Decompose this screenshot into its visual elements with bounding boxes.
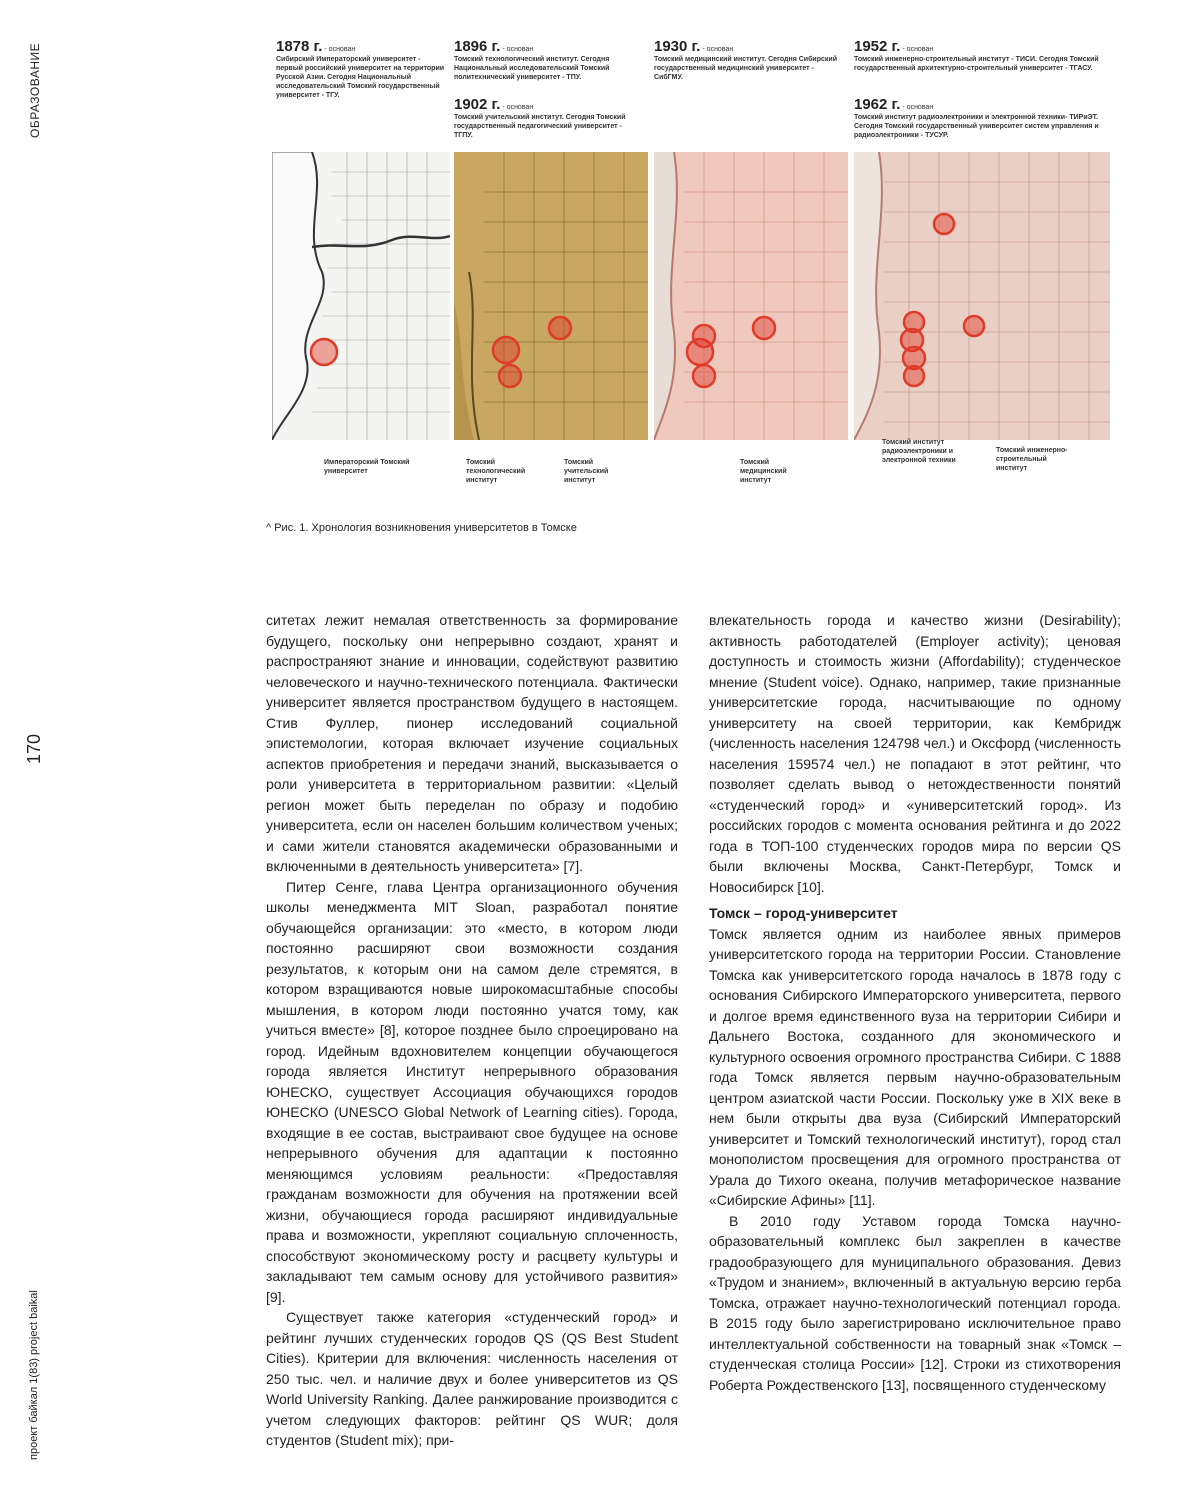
panel-text: Томский институт радиоэлектроники и электронной техники- ТИРиЭТ. Сегодня Томский государственный университет систем управления и радиоэлектроники - ТУСУР. — [854, 114, 1099, 139]
panel-text: Томский технологический институт. Сегодня Национальный исследовательский Томский политехнический университет - ТПУ. — [454, 56, 610, 81]
text-column-right — [709, 610, 1121, 1395]
label-radioelectronics-institute: Томский институт радиоэлектроники и электронной техники — [882, 439, 956, 464]
map-1878 — [272, 152, 450, 440]
label-imperial-university: Императорский Томский университет — [324, 459, 410, 475]
year-label: 1878 г. — [276, 38, 323, 55]
panel-text: Томский учительский институт. Сегодня Томский государственный педагогический университет - ТГПУ. — [454, 114, 626, 139]
panel-text: Томский медицинский институт. Сегодня Сибирский государственный медицинский университет - СибГМУ. — [654, 56, 838, 81]
label-teachers-institute: Томский учительский институт — [564, 459, 609, 484]
year-label: 1896 г. — [454, 38, 501, 55]
label-civil-engineering-institute: Томский инженерно-строительный институт — [996, 447, 1068, 472]
panel-header-1930: 1930 г. - основан Томский медицинский институт. Сегодня Сибирский государственный медицинский университет - СибГМУ. — [654, 38, 838, 81]
map-1952-1962 — [854, 152, 1110, 440]
page-number: 170 — [24, 733, 44, 764]
paragraph: Томск является одним из наиболее явных примеров университетского города на территории России. Становление Томска как университетского города началось в 1878 году с основания Сибирского Императорского университета, первого и долгое время единственного вуза на территории Сибири и Дальнего Востока, созданного для экономического и культурного освоения огромного пространства Сибири. С 1888 года Томск является первым научно-образовательным центром азиатской части России. Поскольку уже в XIX веке в нем были открыты два вуза (Сибирский Императорский университет и Томский технологический институт), город стал монополистом просвещения для огромного пространства от Урала до Тихого океана, получив метафорическое название «Сибирские Афины» [11]. — [709, 925, 1121, 1208]
year-label: 1930 г. — [654, 38, 701, 55]
panel-text: Томский инженерно-строительный институт - ТИСИ. Сегодня Томский государственный архитектурно-строительный университет - ТГАСУ. — [854, 56, 1099, 72]
panel-header-1896: 1896 г. - основан Томский технологический институт. Сегодня Национальный исследовательский Томский политехнический университет - ТПУ. — [454, 38, 610, 81]
panel-header-1952: 1952 г. - основан Томский инженерно-строительный институт - ТИСИ. Сегодня Томский государственный архитектурно-строительный университет - ТГАСУ. — [854, 38, 1099, 72]
label-technological-institute: Томский технологический институт — [466, 459, 526, 484]
journal-title: проект байкал 1(83) project baikal — [28, 1290, 40, 1460]
year-label: 1902 г. — [454, 96, 501, 113]
paragraph: В 2010 году Уставом города Томска научно-образовательный комплекс был закреплен в качестве градообразующего для муниципального образования. Девиз «Трудом и знанием», включенный в актуальную версию герба Томска, отражает научно-технологический потенциал города. В 2015 году было зарегистрировано исключительное право интеллектуальной собственности на товарный знак «Томск – студенческая столица России» [12]. Строки из стихотворения Роберта Рождественского [13], посвященного студенческому — [709, 1212, 1121, 1393]
year-label: 1962 г. — [854, 96, 901, 113]
section-heading: Томск – город-университет — [709, 905, 898, 921]
section-label: ОБРАЗОВАНИЕ — [28, 42, 42, 138]
year-label: 1952 г. — [854, 38, 901, 55]
text-column-left — [266, 610, 678, 1451]
map-1930 — [654, 152, 848, 440]
panel-header-1962: 1962 г. - основан Томский институт радиоэлектроники и электронной техники- ТИРиЭТ. Сегодня Томский государственный университет систем управления и радиоэлектроники - ТУСУР. — [854, 96, 1099, 139]
panel-header-1878: 1878 г. - основан Сибирский Императорский университет - первый российский университет на территории Русской Азии. Сегодня Национальный исследовательский Томский государственный университет - ТГУ. — [276, 38, 445, 99]
panel-header-1902: 1902 г. - основан Томский учительский институт. Сегодня Томский государственный педагогический университет - ТГПУ. — [454, 96, 626, 139]
paragraph: влекательность города и качество жизни (Desirability); активность работодателей (Employer activity); ценовая доступность и стоимость жизни (Affordability); студенческое мнение (Student voice). Однако, например, такие признанные университетские города, насчитывающие по одному университету на своей территории, как Кембридж (численность населения 124798 чел.) и Оксфорд (численность населения 159574 чел.) не попадают в этот рейтинг, что позволяет сделать вывод о нетождественности понятий «студенческий город» и «университетский город». Из российских городов с момента основания рейтинга и до 2022 года в ТОП-100 студенческих городов мира по версии QS были включены Москва, Санкт-Петербург, Томск и Новосибирск [10]. — [709, 612, 1121, 895]
label-medical-institute: Томский медицинский институт — [740, 459, 787, 484]
paragraph: ситетах лежит немалая ответственность за формирование будущего, поскольку они непрерывно создают, хранят и распространяют знание и инновации, содействуют развитию человеческого и научно-технического потенциала. Фактически университет является пространством будущего в настоящем. Стив Фуллер, пионер исследований социальной эпистемологии, которая включает изучение социальных аспектов приобретения и передачи знаний, высказывается о роли университета в территориальном развитии: «Целый регион может быть переделан по образу и подобию университета, если он населен большим количеством ученых; и сами жители становятся академически образованными и включенными в деятельность университета» [7]. — [266, 612, 678, 874]
map-1896-1902 — [454, 152, 648, 440]
paragraph: Существует также категория «студенческий город» и рейтинг лучших студенческих городов QS (QS Best Student Cities). Критерии для включения: численность населения от 250 тыс. чел. и наличие двух и более университетов из QS World University Ranking. Далее ранжирование производится с учетом следующих факторов: рейтинг QS WUR; доля студентов (Student mix); при- — [266, 1309, 678, 1448]
figure-caption: ^ Рис. 1. Хронология возникновения университетов в Томске — [266, 522, 577, 534]
paragraph: Питер Сенге, глава Центра организационного обучения школы менеджмента MIT Sloan, разработал понятие обучающейся организации: это «место, в котором люди постоянно расширяют свои возможности создания результатов, к которым они на самом деле стремятся, в котором взращиваются новые широкомасштабные способы мышления, в котором люди постоянно учатся тому, как учиться вместе» [8], которое позднее было спроецировано на город. Идейным вдохновителем концепции обучающегося города является Институт непрерывного образования ЮНЕСКО, существует Ассоциация обучающихся городов ЮНЕСКО (UNESCO Global Network of Learning cities). Города, входящие в ее состав, выстраивают свое будущее на основе непрерывного обучения для адаптации к постоянно меняющимся условиям реальности: «Предоставляя гражданам возможности для обучения на протяжении всей жизни, обучающиеся города расширяют индивидуальные права и возможности, укрепляют социальную сплоченность, способствуют экономическому росту и расцвету культуры и закладывают тем самым основу для устойчивого развития» [9]. — [266, 878, 678, 1305]
figure-university-chronology — [266, 32, 1110, 500]
panel-text: Сибирский Императорский университет - первый российский университет на территории Русской Азии. Сегодня Национальный исследовательский Томский государственный университет - ТГУ. — [276, 56, 445, 99]
